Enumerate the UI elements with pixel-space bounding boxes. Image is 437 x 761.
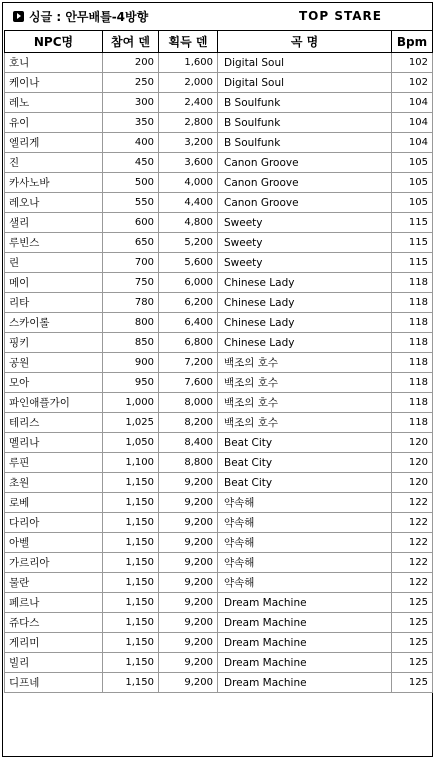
column-header-gain-den: 획득 덴 <box>159 31 218 53</box>
bpm-cell: 120 <box>392 473 433 493</box>
bpm-cell: 118 <box>392 393 433 413</box>
join-den-cell: 650 <box>103 233 159 253</box>
npc-name-cell: 파인애플가이 <box>5 393 103 413</box>
song-cell: B Soulfunk <box>218 93 392 113</box>
gain-den-cell: 8,400 <box>159 433 218 453</box>
npc-name-cell: 로베 <box>5 493 103 513</box>
npc-name-cell: 샐리 <box>5 213 103 233</box>
join-den-cell: 780 <box>103 293 159 313</box>
table-row <box>5 513 433 533</box>
bpm-cell: 115 <box>392 213 433 233</box>
song-cell: 약속해 <box>218 573 392 593</box>
gain-den-cell: 4,000 <box>159 173 218 193</box>
table-row <box>5 293 433 313</box>
join-den-cell: 600 <box>103 213 159 233</box>
npc-name-cell: 리타 <box>5 293 103 313</box>
table-row <box>5 173 433 193</box>
bpm-cell: 118 <box>392 333 433 353</box>
join-den-cell: 1,050 <box>103 433 159 453</box>
npc-name-cell: 린 <box>5 253 103 273</box>
npc-name-cell: 다리아 <box>5 513 103 533</box>
column-header-bpm: Bpm <box>392 31 433 53</box>
song-cell: Sweety <box>218 213 392 233</box>
gain-den-cell: 5,200 <box>159 233 218 253</box>
song-cell: Canon Groove <box>218 153 392 173</box>
gain-den-cell: 7,600 <box>159 373 218 393</box>
bpm-cell: 104 <box>392 113 433 133</box>
gain-den-cell: 9,200 <box>159 553 218 573</box>
gain-den-cell: 9,200 <box>159 673 218 693</box>
song-cell: Dream Machine <box>218 593 392 613</box>
table-row <box>5 613 433 633</box>
join-den-cell: 900 <box>103 353 159 373</box>
gain-den-cell: 9,200 <box>159 593 218 613</box>
npc-name-cell: 엘리게 <box>5 133 103 153</box>
npc-name-cell: 루빈스 <box>5 233 103 253</box>
song-cell: 백조의 호수 <box>218 353 392 373</box>
table-row <box>5 493 433 513</box>
table-row <box>5 233 433 253</box>
gain-den-cell: 9,200 <box>159 613 218 633</box>
join-den-cell: 1,150 <box>103 653 159 673</box>
table-row <box>5 413 433 433</box>
table-row <box>5 213 433 233</box>
song-cell: 약속해 <box>218 533 392 553</box>
play-arrow-icon <box>13 11 24 22</box>
bpm-cell: 102 <box>392 73 433 93</box>
bpm-cell: 118 <box>392 293 433 313</box>
column-header-join-den: 참여 덴 <box>103 31 159 53</box>
join-den-cell: 750 <box>103 273 159 293</box>
gain-den-cell: 9,200 <box>159 493 218 513</box>
gain-den-cell: 9,200 <box>159 473 218 493</box>
npc-name-cell: 디프네 <box>5 673 103 693</box>
gain-den-cell: 2,400 <box>159 93 218 113</box>
song-cell: 약속해 <box>218 493 392 513</box>
song-cell: Canon Groove <box>218 173 392 193</box>
table-row <box>5 53 433 73</box>
gain-den-cell: 2,000 <box>159 73 218 93</box>
npc-name-cell: 케이나 <box>5 73 103 93</box>
song-cell: Chinese Lady <box>218 293 392 313</box>
bpm-cell: 122 <box>392 573 433 593</box>
gain-den-cell: 5,600 <box>159 253 218 273</box>
bpm-cell: 104 <box>392 133 433 153</box>
join-den-cell: 1,150 <box>103 593 159 613</box>
bpm-cell: 118 <box>392 373 433 393</box>
bpm-cell: 118 <box>392 313 433 333</box>
gain-den-cell: 4,800 <box>159 213 218 233</box>
gain-den-cell: 3,600 <box>159 153 218 173</box>
song-cell: Beat City <box>218 433 392 453</box>
npc-name-cell: 레오나 <box>5 193 103 213</box>
gain-den-cell: 8,000 <box>159 393 218 413</box>
join-den-cell: 1,150 <box>103 613 159 633</box>
song-cell: B Soulfunk <box>218 113 392 133</box>
gain-den-cell: 6,200 <box>159 293 218 313</box>
song-cell: B Soulfunk <box>218 133 392 153</box>
join-den-cell: 1,150 <box>103 493 159 513</box>
bpm-cell: 115 <box>392 253 433 273</box>
npc-name-cell: 아벨 <box>5 533 103 553</box>
table-row <box>5 573 433 593</box>
bpm-cell: 118 <box>392 413 433 433</box>
gain-den-cell: 2,800 <box>159 113 218 133</box>
join-den-cell: 1,150 <box>103 673 159 693</box>
table-row <box>5 253 433 273</box>
table-row <box>5 353 433 373</box>
npc-table <box>4 30 433 693</box>
bpm-cell: 105 <box>392 193 433 213</box>
song-cell: 백조의 호수 <box>218 393 392 413</box>
join-den-cell: 500 <box>103 173 159 193</box>
npc-name-cell: 게리미 <box>5 633 103 653</box>
song-cell: Digital Soul <box>218 73 392 93</box>
bpm-cell: 125 <box>392 613 433 633</box>
song-cell: Sweety <box>218 233 392 253</box>
join-den-cell: 350 <box>103 113 159 133</box>
song-cell: Dream Machine <box>218 673 392 693</box>
npc-name-cell: 초원 <box>5 473 103 493</box>
join-den-cell: 400 <box>103 133 159 153</box>
bpm-cell: 125 <box>392 633 433 653</box>
table-row <box>5 393 433 413</box>
join-den-cell: 300 <box>103 93 159 113</box>
bpm-cell: 120 <box>392 433 433 453</box>
table-body <box>5 53 433 693</box>
gain-den-cell: 6,000 <box>159 273 218 293</box>
table-row <box>5 333 433 353</box>
song-cell: Beat City <box>218 453 392 473</box>
bpm-cell: 122 <box>392 533 433 553</box>
header-right-label: TOP STARE <box>299 9 382 23</box>
npc-name-cell: 스카이롤 <box>5 313 103 333</box>
song-cell: Digital Soul <box>218 53 392 73</box>
table-row <box>5 193 433 213</box>
song-cell: 약속해 <box>218 553 392 573</box>
join-den-cell: 250 <box>103 73 159 93</box>
column-header-npc: NPC명 <box>5 31 103 53</box>
npc-name-cell: 핑키 <box>5 333 103 353</box>
join-den-cell: 1,150 <box>103 553 159 573</box>
table-row <box>5 633 433 653</box>
song-cell: 백조의 호수 <box>218 413 392 433</box>
npc-name-cell: 모아 <box>5 373 103 393</box>
npc-name-cell: 메이 <box>5 273 103 293</box>
gain-den-cell: 6,400 <box>159 313 218 333</box>
table-row <box>5 133 433 153</box>
table-row <box>5 553 433 573</box>
table-row <box>5 433 433 453</box>
bpm-cell: 115 <box>392 233 433 253</box>
bpm-cell: 125 <box>392 593 433 613</box>
song-cell: 약속해 <box>218 513 392 533</box>
join-den-cell: 450 <box>103 153 159 173</box>
gain-den-cell: 9,200 <box>159 633 218 653</box>
join-den-cell: 1,150 <box>103 533 159 553</box>
join-den-cell: 800 <box>103 313 159 333</box>
table-row <box>5 73 433 93</box>
column-header-song: 곡 명 <box>218 31 392 53</box>
table-row <box>5 113 433 133</box>
song-cell: Beat City <box>218 473 392 493</box>
song-cell: Dream Machine <box>218 613 392 633</box>
bpm-cell: 105 <box>392 173 433 193</box>
npc-name-cell: 테리스 <box>5 413 103 433</box>
join-den-cell: 950 <box>103 373 159 393</box>
join-den-cell: 1,150 <box>103 473 159 493</box>
gain-den-cell: 7,200 <box>159 353 218 373</box>
join-den-cell: 1,100 <box>103 453 159 473</box>
gain-den-cell: 3,200 <box>159 133 218 153</box>
song-cell: Chinese Lady <box>218 313 392 333</box>
song-cell: Sweety <box>218 253 392 273</box>
npc-name-cell: 페르나 <box>5 593 103 613</box>
table-row <box>5 653 433 673</box>
gain-den-cell: 8,800 <box>159 453 218 473</box>
gain-den-cell: 9,200 <box>159 653 218 673</box>
table-row <box>5 673 433 693</box>
bpm-cell: 122 <box>392 553 433 573</box>
bpm-cell: 125 <box>392 653 433 673</box>
npc-name-cell: 멜리나 <box>5 433 103 453</box>
page-title: 싱글 : 안무배틀-4방향 <box>29 9 149 24</box>
join-den-cell: 700 <box>103 253 159 273</box>
table-row <box>5 373 433 393</box>
bpm-cell: 104 <box>392 93 433 113</box>
song-cell: Canon Groove <box>218 193 392 213</box>
npc-name-cell: 유이 <box>5 113 103 133</box>
npc-name-cell: 물란 <box>5 573 103 593</box>
join-den-cell: 200 <box>103 53 159 73</box>
join-den-cell: 1,150 <box>103 513 159 533</box>
npc-name-cell: 카사노바 <box>5 173 103 193</box>
gain-den-cell: 6,800 <box>159 333 218 353</box>
gain-den-cell: 9,200 <box>159 513 218 533</box>
join-den-cell: 1,150 <box>103 573 159 593</box>
bpm-cell: 118 <box>392 273 433 293</box>
npc-name-cell: 쥬다스 <box>5 613 103 633</box>
bpm-cell: 118 <box>392 353 433 373</box>
song-cell: 백조의 호수 <box>218 373 392 393</box>
npc-name-cell: 빌리 <box>5 653 103 673</box>
bpm-cell: 102 <box>392 53 433 73</box>
table-row <box>5 153 433 173</box>
gain-den-cell: 8,200 <box>159 413 218 433</box>
bpm-cell: 120 <box>392 453 433 473</box>
gain-den-cell: 4,400 <box>159 193 218 213</box>
table-row <box>5 453 433 473</box>
join-den-cell: 1,000 <box>103 393 159 413</box>
table-row <box>5 533 433 553</box>
gain-den-cell: 9,200 <box>159 573 218 593</box>
bpm-cell: 122 <box>392 513 433 533</box>
npc-name-cell: 진 <box>5 153 103 173</box>
bpm-cell: 122 <box>392 493 433 513</box>
npc-name-cell: 레노 <box>5 93 103 113</box>
join-den-cell: 1,025 <box>103 413 159 433</box>
join-den-cell: 850 <box>103 333 159 353</box>
npc-name-cell: 가르리아 <box>5 553 103 573</box>
table-row <box>5 593 433 613</box>
bpm-cell: 125 <box>392 673 433 693</box>
song-cell: Dream Machine <box>218 653 392 673</box>
gain-den-cell: 9,200 <box>159 533 218 553</box>
gain-den-cell: 1,600 <box>159 53 218 73</box>
song-cell: Chinese Lady <box>218 273 392 293</box>
bpm-cell: 105 <box>392 153 433 173</box>
table-row <box>5 273 433 293</box>
npc-name-cell: 공원 <box>5 353 103 373</box>
song-cell: Chinese Lady <box>218 333 392 353</box>
table-row <box>5 473 433 493</box>
song-cell: Dream Machine <box>218 633 392 653</box>
table-header-bar <box>3 3 432 29</box>
npc-name-cell: 루핀 <box>5 453 103 473</box>
join-den-cell: 1,150 <box>103 633 159 653</box>
npc-name-cell: 호니 <box>5 53 103 73</box>
table-header-row <box>5 31 433 53</box>
table-row <box>5 93 433 113</box>
join-den-cell: 550 <box>103 193 159 213</box>
table-row <box>5 313 433 333</box>
